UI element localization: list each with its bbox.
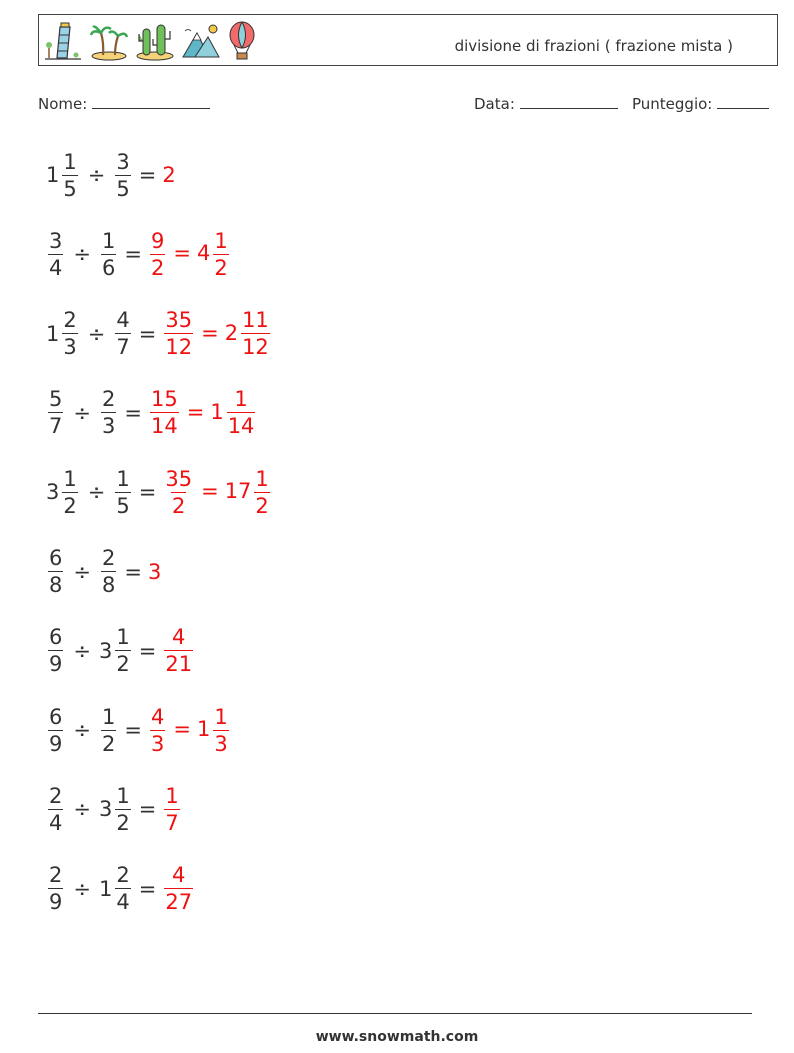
- palm-island-icon: [89, 21, 129, 61]
- operand-b-denominator: 2: [116, 652, 130, 677]
- operand-a-denominator: 9: [49, 890, 63, 915]
- date-blank[interactable]: [520, 94, 618, 109]
- operand-b-fraction: [115, 307, 130, 360]
- divide-sign: ÷: [73, 559, 91, 584]
- problem-row: [46, 697, 231, 763]
- divide-sign: ÷: [87, 163, 106, 187]
- problem-row: [46, 221, 231, 287]
- operand-b-denominator: 2: [116, 810, 130, 835]
- operand-a-numerator: 2: [49, 783, 63, 808]
- answer-numerator: 4: [172, 863, 186, 888]
- operand-b-numerator: 1: [116, 783, 130, 808]
- operand-b-fraction: [101, 545, 116, 598]
- operand-b-denominator: 6: [101, 255, 116, 280]
- answer-mixed-denominator: 2: [255, 493, 269, 518]
- answer-equals-sign: =: [201, 320, 219, 345]
- operand-a-numerator: 1: [63, 149, 77, 174]
- operand-b-numerator: 2: [101, 546, 116, 570]
- operand-a-numerator: 6: [49, 546, 63, 570]
- answer-denominator: 12: [165, 335, 193, 360]
- mountains-icon: [181, 21, 221, 61]
- operand-a-fraction: [62, 307, 77, 360]
- answer-mixed-fraction: [227, 386, 256, 439]
- worksheet-header: [38, 14, 778, 66]
- answer-mixed-whole: 4: [196, 241, 211, 266]
- answer-numerator: 15: [150, 387, 178, 412]
- answer-mixed-whole: 3: [147, 559, 162, 584]
- divide-sign: ÷: [87, 321, 106, 346]
- operand-b-numerator: 4: [116, 308, 130, 333]
- operand-a-denominator: 7: [49, 414, 63, 439]
- operand-a-fraction: [62, 466, 77, 519]
- answer-mixed-numerator: 1: [234, 387, 248, 412]
- operand-a-denominator: 2: [63, 493, 77, 518]
- operand-a-numerator: 6: [49, 704, 63, 729]
- answer: [162, 862, 195, 915]
- operand-b-fraction: [101, 386, 116, 439]
- problem-row: [46, 856, 195, 922]
- answer-equals-sign: =: [186, 399, 205, 424]
- divide-sign: ÷: [73, 400, 91, 425]
- date-label: Data:: [474, 95, 515, 113]
- operand-a-denominator: 5: [63, 176, 77, 201]
- answer-denominator: 2: [150, 255, 165, 280]
- answer: [162, 307, 271, 360]
- answer-equals-sign: =: [173, 717, 191, 742]
- operand-b-numerator: 1: [101, 704, 116, 729]
- score-label: Punteggio:: [632, 95, 713, 113]
- operand-b-fraction: [101, 704, 116, 757]
- header-icons: [43, 21, 257, 61]
- answer-improper-fraction: [164, 466, 193, 519]
- problem-row: [46, 142, 177, 208]
- answer-denominator: 2: [172, 493, 186, 518]
- answer: [162, 783, 181, 836]
- operand-b-fraction: [115, 466, 130, 519]
- answer-numerator: 9: [150, 228, 165, 253]
- operand-a-denominator: 4: [49, 810, 63, 835]
- answer-mixed-fraction: [213, 704, 228, 757]
- problem-row: [46, 301, 272, 367]
- operand-b-denominator: 3: [101, 414, 116, 439]
- operand-a-whole: 3: [46, 480, 60, 505]
- answer: [148, 560, 162, 584]
- answer-mixed-fraction: [213, 228, 228, 281]
- footer-divider: [38, 1013, 752, 1014]
- operand-a-fraction: [48, 704, 63, 757]
- answer-mixed-denominator: 14: [227, 414, 255, 439]
- operand-b-fraction: [115, 149, 130, 202]
- answer-improper-fraction: [150, 228, 165, 281]
- equals-sign: =: [124, 400, 142, 425]
- problem-row: [46, 618, 195, 684]
- answer-improper-fraction: [164, 307, 193, 360]
- answer-mixed-whole: 2: [162, 163, 176, 187]
- operand-a-fraction: [48, 624, 63, 677]
- divide-sign: ÷: [73, 797, 91, 822]
- operand-a-denominator: 9: [49, 652, 63, 677]
- answer-mixed-whole: 1: [210, 399, 224, 424]
- problem-row: [46, 776, 182, 842]
- operand-b-numerator: 1: [116, 466, 130, 491]
- answer-denominator: 14: [150, 414, 178, 439]
- answer-equals-sign: =: [173, 241, 191, 266]
- operand-a-whole: 1: [46, 321, 60, 346]
- answer: [148, 704, 231, 757]
- answer-improper-fraction: [150, 386, 179, 439]
- operand-a-denominator: 9: [49, 731, 63, 756]
- operand-a-numerator: 2: [63, 308, 77, 333]
- answer-mixed-fraction: [241, 307, 270, 360]
- answer-denominator: 7: [165, 810, 179, 835]
- operand-b-numerator: 1: [101, 228, 116, 253]
- operand-b-fraction: [115, 862, 130, 915]
- answer-improper-fraction: [164, 862, 193, 915]
- worksheet-title: divisione di frazioni ( frazione mista ): [454, 37, 733, 55]
- problem-row: [46, 380, 257, 446]
- operand-a-numerator: 1: [63, 466, 77, 491]
- answer-mixed-numerator: 1: [214, 228, 228, 253]
- answer-improper-fraction: [150, 704, 165, 757]
- answer-mixed-whole: 1: [196, 717, 211, 742]
- problem-row: [46, 539, 162, 605]
- divide-sign: ÷: [73, 718, 91, 743]
- operand-b-fraction: [101, 228, 116, 281]
- answer: [162, 466, 271, 519]
- answer-mixed-denominator: 12: [242, 335, 269, 360]
- operand-b-denominator: 7: [116, 335, 130, 360]
- operand-b-fraction: [115, 783, 130, 836]
- equals-sign: =: [124, 718, 142, 743]
- cactus-icon: [135, 21, 175, 61]
- operand-a-numerator: 5: [49, 387, 63, 412]
- operand-b-fraction: [115, 624, 130, 677]
- equals-sign: =: [138, 163, 157, 187]
- leaning-tower-icon: [43, 21, 83, 61]
- answer-numerator: 4: [150, 704, 165, 729]
- score-field: [632, 94, 769, 113]
- answer-equals-sign: =: [201, 479, 219, 504]
- answer-mixed-numerator: 1: [255, 466, 269, 491]
- answer-denominator: 27: [165, 890, 193, 915]
- operand-b-numerator: 2: [116, 863, 130, 888]
- answer: [162, 163, 176, 187]
- operand-a-denominator: 4: [49, 255, 63, 280]
- operand-a-fraction: [48, 228, 63, 281]
- operand-a-numerator: 3: [49, 228, 63, 253]
- divide-sign: ÷: [73, 876, 91, 901]
- operand-b-whole: 3: [98, 638, 113, 663]
- equals-sign: =: [138, 480, 157, 505]
- equals-sign: =: [124, 242, 142, 267]
- date-field: [474, 94, 618, 113]
- operand-a-fraction: [48, 862, 63, 915]
- answer-mixed-fraction: [254, 466, 269, 519]
- operand-a-fraction: [62, 149, 77, 202]
- equals-sign: =: [138, 638, 157, 663]
- answer-mixed-denominator: 3: [214, 731, 228, 756]
- answer: [162, 624, 195, 677]
- answer-numerator: 35: [165, 466, 193, 491]
- answer-mixed-denominator: 2: [214, 255, 228, 280]
- operand-b-denominator: 8: [101, 573, 116, 597]
- equals-sign: =: [138, 876, 157, 901]
- name-field: [38, 94, 210, 113]
- operand-b-numerator: 1: [116, 625, 130, 650]
- equals-sign: =: [138, 797, 157, 822]
- divide-sign: ÷: [73, 638, 91, 663]
- answer-mixed-numerator: 1: [214, 704, 228, 729]
- score-blank[interactable]: [717, 94, 769, 109]
- operand-b-whole: 3: [98, 797, 113, 822]
- operand-b-whole: 1: [98, 876, 113, 901]
- answer-mixed-whole: 17: [224, 479, 252, 504]
- operand-b-denominator: 2: [101, 731, 116, 756]
- answer: [148, 228, 231, 281]
- answer-numerator: 35: [165, 308, 193, 333]
- answer-numerator: 4: [172, 625, 186, 650]
- hot-air-balloon-icon: [227, 21, 257, 61]
- operand-b-numerator: 3: [116, 149, 130, 174]
- operand-a-whole: 1: [46, 163, 60, 187]
- divide-sign: ÷: [87, 480, 106, 505]
- operand-b-denominator: 5: [116, 493, 130, 518]
- operand-a-denominator: 8: [49, 573, 63, 597]
- equals-sign: =: [124, 559, 142, 584]
- footer-url: www.snowmath.com: [315, 1029, 479, 1045]
- answer-improper-fraction: [164, 624, 193, 677]
- answer-denominator: 21: [165, 652, 193, 677]
- operand-a-fraction: [48, 386, 63, 439]
- operand-a-numerator: 2: [49, 863, 63, 888]
- operand-b-denominator: 5: [116, 176, 130, 201]
- answer-improper-fraction: [164, 783, 179, 836]
- answer-denominator: 3: [150, 731, 165, 756]
- operand-a-fraction: [48, 783, 63, 836]
- operand-a-denominator: 3: [63, 335, 77, 360]
- divide-sign: ÷: [73, 242, 91, 267]
- answer-mixed-whole: 2: [224, 320, 239, 345]
- name-label: Nome:: [38, 95, 88, 113]
- operand-a-fraction: [48, 545, 63, 598]
- operand-b-numerator: 2: [101, 387, 116, 412]
- operand-a-numerator: 6: [49, 625, 63, 650]
- answer-mixed-numerator: 11: [242, 308, 269, 333]
- answer-numerator: 1: [165, 783, 179, 808]
- equals-sign: =: [138, 321, 157, 346]
- name-blank[interactable]: [92, 94, 210, 109]
- problem-row: [46, 459, 272, 525]
- operand-b-denominator: 4: [116, 890, 130, 915]
- answer: [148, 386, 257, 439]
